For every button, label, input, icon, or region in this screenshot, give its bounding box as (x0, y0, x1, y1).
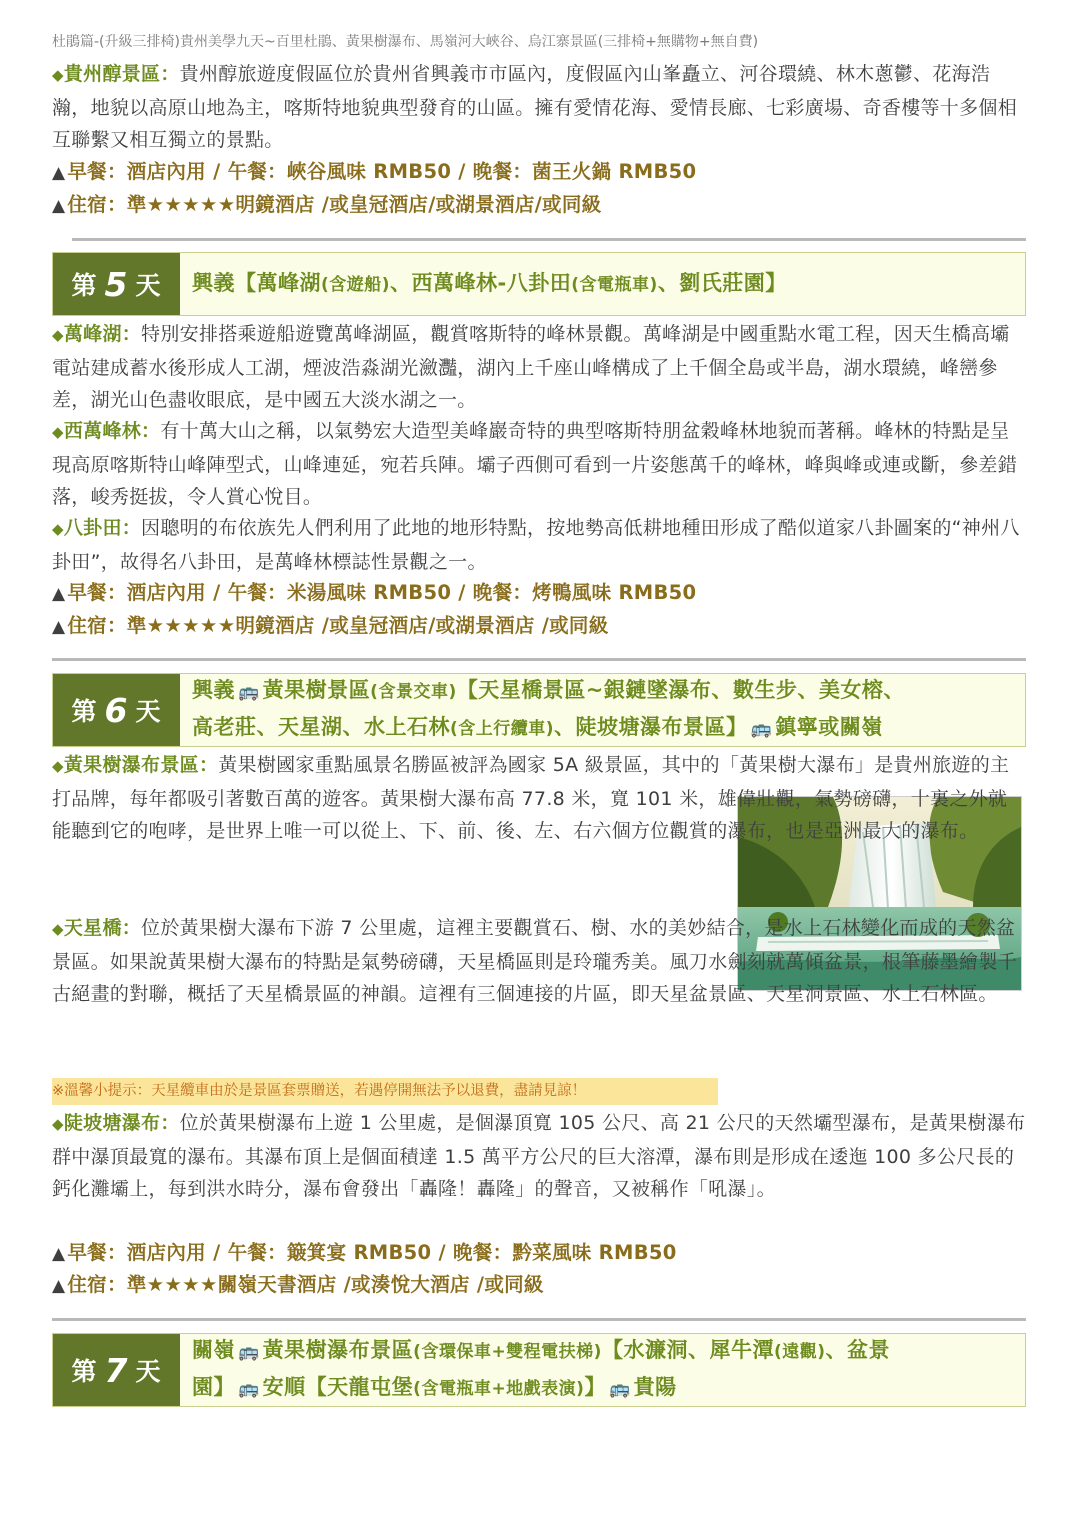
hotel-line: ▲ 住宿：準★★★★關嶺天書酒店 /或湊悅大酒店 /或同級 (52, 1273, 544, 1296)
diamond-bullet-icon: ◆ (52, 920, 64, 938)
bus-icon: 🚌 (238, 1379, 260, 1399)
day-label: 第 6 天 (53, 674, 180, 746)
bus-icon: 🚌 (238, 682, 260, 702)
diamond-bullet-icon: ◆ (52, 757, 64, 775)
scenic-item-tianxing-bridge: ◆天星橋：位於黃果樹大瀑布下游 7 公里處，這裡主要觀賞石、樹、水的美妙結合，是水上石林變化而成的天然盆景區。如果說黃果樹大瀑布的特點是氣勢磅礴，天星橋區則是玲瓏秀美。風刀水劍刻就萬傾盆景，根筆藤墨繪製千古絕畫的對聯，概括了天星橋景區的神韻。這裡有三個連接的片區，即天星盆景區、天星洞景區、水上石林區。 (52, 917, 1018, 1005)
diamond-bullet-icon: ◆ (52, 423, 64, 441)
day-title: 興義【萬峰湖(含遊船)、西萬峰林-八卦田(含電瓶車)、劉氏莊園】 (192, 270, 787, 295)
section-divider (52, 658, 1026, 661)
triangle-bullet-icon: ▲ (52, 1244, 66, 1264)
scenic-description: 貴州醇旅遊度假區位於貴州省興義市市區內，度假區內山峯矗立、河谷環繞、林木蔥鬱、花海浩瀚，地貌以高原山地為主，喀斯特地貌典型發育的山區。擁有愛情花海、愛情長廊、七彩廣場、奇香樓等十多個相互聯繫又相互獨立的景點。 (52, 63, 1018, 151)
diamond-bullet-icon: ◆ (52, 1115, 64, 1133)
scenic-item-huangguoshu-waterfall: ◆黃果樹瀑布景區：黃果樹國家重點風景名勝區被評為國家 5A 級景區，其中的「黃果樹大瀑布」是貴州旅遊的主打品牌，每年都吸引著數百萬的遊客。黃果樹大瀑布高 77.8 米，寬 101 米，雄偉壯觀，氣勢磅礴，十裏之外就能聽到它的咆哮，是世界上唯一可以從上、下、前、後、左、右六個方位觀賞的瀑布，也是亞洲最大的瀑布。 (52, 754, 1010, 842)
day-label: 第 5 天 (53, 253, 180, 315)
hotel-line: ▲ 住宿：準★★★★★明鏡酒店 /或皇冠酒店/或湖景酒店 /或同級 (52, 614, 609, 637)
bus-icon: 🚌 (608, 1379, 631, 1399)
day-title: 興義 🚌 黃果樹景區(含景交車)【天星橋景區~銀鏈墜瀑布、數生步、美女榕、 高老莊、天星湖、水上石林(含上行纜車)、陡坡塘瀑布景區】 🚌 鎮寧或關嶺 (192, 678, 905, 739)
scenic-item-bagua-field: ◆八卦田：因聰明的布依族先人們利用了此地的地形特點，按地勢高低耕地種田形成了酷似道家八卦圖案的“神州八卦田”，故得名八卦田，是萬峰林標誌性景觀之一。 (52, 517, 1020, 573)
bus-icon: 🚌 (750, 719, 773, 739)
scenic-item-west-wanfeng-forest: ◆西萬峰林：有十萬大山之稱，以氣勢宏大造型美峰巖奇特的典型喀斯特朋盆穀峰林地貌而著稱。峰林的特點是呈現高原喀斯特山峰陣型式，山峰連延，宛若兵陣。壩子西側可看到一片姿態萬千的峰林，峰與峰或連或斷，參差錯落，峻秀挺拔，令人賞心悅目。 (52, 420, 1018, 508)
scenic-item-doupotang-waterfall: ◆陡坡塘瀑布：位於黃果樹瀑布上遊 1 公里處，是個瀑頂寬 105 公尺、高 21 公尺的天然壩型瀑布，是黃果樹瀑布群中瀑頂最寬的瀑布。其瀑布頂上是個面積達 1.5 萬平方公尺的巨大溶潭，瀑布則是形成在逶迤 100 多公尺長的鈣化灘壩上，每到洪水時分，瀑布會發出「轟隆！轟隆」的聲音，又被稱作「吼瀑」。 (52, 1112, 1026, 1200)
section-divider (72, 238, 1026, 241)
diamond-bullet-icon: ◆ (52, 520, 64, 538)
hotel-line: ▲ 住宿：準★★★★★明鏡酒店 /或皇冠酒店/或湖景酒店/或同級 (52, 193, 602, 216)
day-5-header (52, 252, 1026, 316)
scenic-item-wanfeng-lake: ◆萬峰湖：特別安排搭乘遊船遊覽萬峰湖區，觀賞喀斯特的峰林景觀。萬峰湖是中國重點水電工程，因天生橋高壩電站建成蓄水後形成人工湖，煙波浩淼湖光瀲灩，湖內上千座山峰構成了上千個全島或半島，湖水環繞，峰巒參差，湖光山色盡收眼底，是中國五大淡水湖之一。 (52, 323, 1010, 411)
section-divider (52, 1318, 1026, 1321)
page-header: 杜鵑篇-(升級三排椅)貴州美學九天~百里杜鵑、黃果樹瀑布、馬嶺河大峽谷、烏江寨景區(三排椅+無購物+無自費) (52, 34, 759, 50)
day-7-header (52, 1333, 1026, 1407)
day-title: 關嶺 🚌 黃果樹瀑布景區(含環保車+雙程電扶梯)【水濂洞、犀牛潭(遠觀)、盆景 園】 🚌 安順【天龍屯堡(含電瓶車+地戲表演)】 🚌 貴陽 (192, 1338, 891, 1399)
day-6-header (52, 673, 1026, 747)
triangle-bullet-icon: ▲ (52, 163, 66, 183)
diamond-bullet-icon: ◆ (52, 326, 64, 344)
triangle-bullet-icon: ▲ (52, 196, 66, 216)
triangle-bullet-icon: ▲ (52, 1276, 66, 1296)
triangle-bullet-icon: ▲ (52, 617, 66, 637)
triangle-bullet-icon: ▲ (52, 584, 66, 604)
travel-tip-note: ※溫馨小提示：天星纜車由於是景區套票贈送，若遇停開無法予以退費，盡請見諒！ (52, 1078, 718, 1105)
meal-line: ▲ 早餐：酒店內用 / 午餐：米湯風味 RMB50 / 晚餐：烤鴨風味 RMB50 (52, 581, 697, 604)
diamond-bullet-icon: ◆ (52, 66, 64, 84)
scenic-term: 貴州醇景區： (63, 63, 180, 85)
day-label: 第 7 天 (53, 1334, 180, 1406)
bus-icon: 🚌 (238, 1342, 260, 1362)
meal-line: ▲ 早餐：酒店內用 / 午餐：峽谷風味 RMB50 / 晚餐：菌王火鍋 RMB50 (52, 160, 697, 183)
scenic-item-guizhou-chun (52, 58, 1026, 157)
meal-line: ▲ 早餐：酒店內用 / 午餐：簸箕宴 RMB50 / 晚餐：黔菜風味 RMB50 (52, 1241, 677, 1264)
